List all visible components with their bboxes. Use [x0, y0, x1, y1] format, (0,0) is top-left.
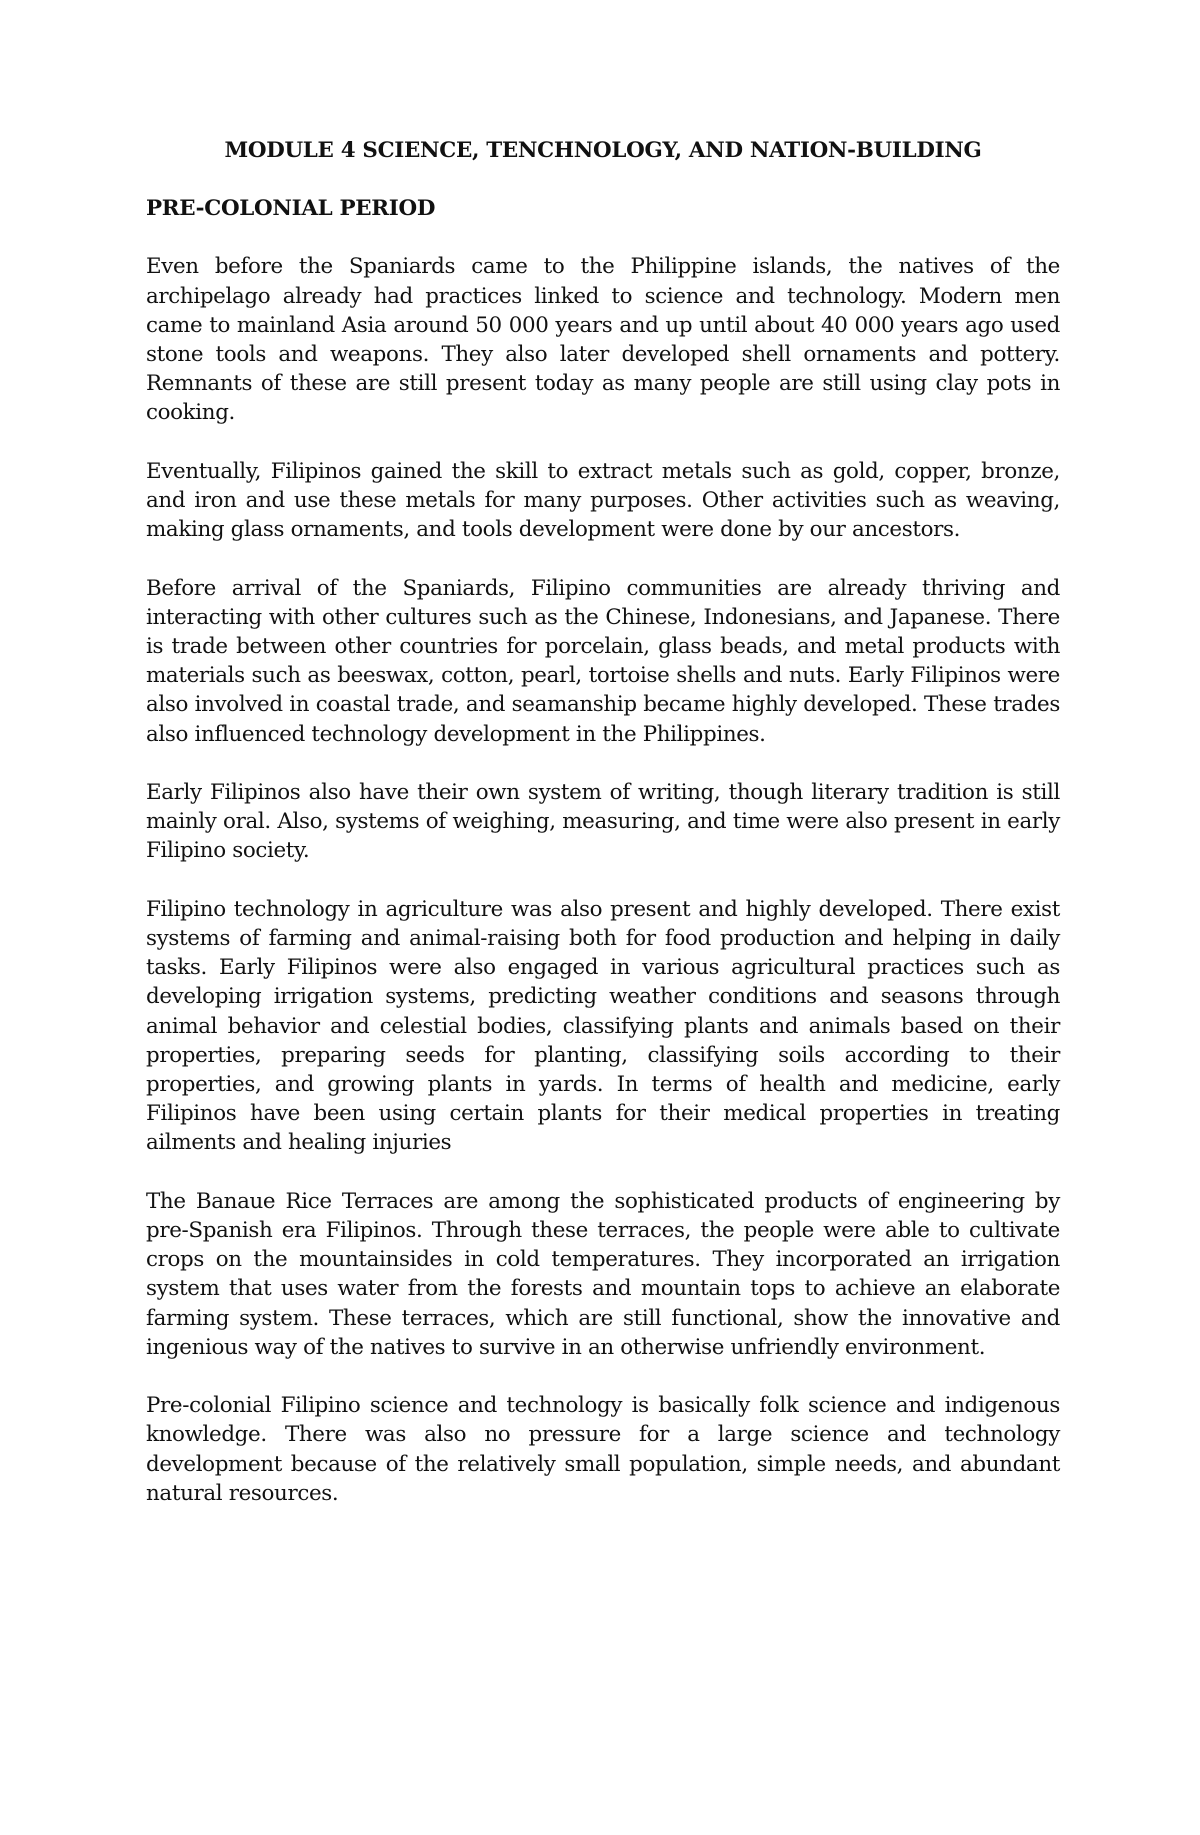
- paragraph-folk-science: Pre-colonial Filipino science and technology is basically folk science and indigenous knowledge. There was also no pressure for a large science and technology development because of the relatively small population, simple needs, and abundant natural resources.: [146, 1393, 1060, 1506]
- paragraph-origins: Even before the Spaniards came to the Philippine islands, the natives of the archipelago already had practices linked to science and technology. Modern men came to mainland Asia around 50 000 years and up until about 40 000 years ago used stone tools and weapons. They also later developed shell ornaments and pottery. Remnants of these are still present today as many people are still using clay pots in cooking.: [146, 254, 1060, 426]
- paragraph-metals: Eventually, Filipinos gained the skill to extract metals such as gold, copper, bronze, and iron and use these metals for many purposes. Other activities such as weaving, making glass ornaments, and tools development were done by our ancestors.: [146, 458, 1060, 543]
- paragraph-rice-terraces: The Banaue Rice Terraces are among the sophisticated products of engineering by pre-Spanish era Filipinos. Through these terraces, the people were able to cultivate crops on the mountainsides in cold temperatures. They incorporated an irrigation system that uses water from the forests and mountain tops to achieve an elaborate farming system. These terraces, which are still functional, show the innovative and ingenious way of the natives to survive in an otherwise unfriendly environment.: [146, 1188, 1060, 1360]
- document-page: [146, 136, 1060, 1537]
- paragraph-trade: Before arrival of the Spaniards, Filipino communities are already thriving and interacting with other cultures such as the Chinese, Indonesians, and Japanese. There is trade between other countries for porcelain, glass beads, and metal products with materials such as beeswax, cotton, pearl, tortoise shells and nuts. Early Filipinos were also involved in coastal trade, and seamanship became highly developed. These trades also influenced technology development in the Philippines.: [146, 575, 1060, 747]
- module-title: MODULE 4 SCIENCE, TENCHNOLOGY, AND NATION-BUILDING: [224, 138, 982, 163]
- section-title: PRE-COLONIAL PERIOD: [146, 196, 436, 222]
- paragraph-writing: Early Filipinos also have their own system of writing, though literary tradition is still mainly oral. Also, systems of weighing, measuring, and time were also present in early Filipino society.: [146, 780, 1060, 864]
- paragraph-agriculture: Filipino technology in agriculture was also present and highly developed. There exist systems of farming and animal-raising both for food production and helping in daily tasks. Early Filipinos were also engaged in various agricultural practices such as developing irrigation systems, predicting weather conditions and seasons through animal behavior and celestial bodies, classifying plants and animals based on their properties, preparing seeds for planting, classifying soils according to their properties, and growing plants in yards. In terms of health and medicine, early Filipinos have been using certain plants for their medical properties in treating ailments and healing injuries: [146, 896, 1060, 1156]
